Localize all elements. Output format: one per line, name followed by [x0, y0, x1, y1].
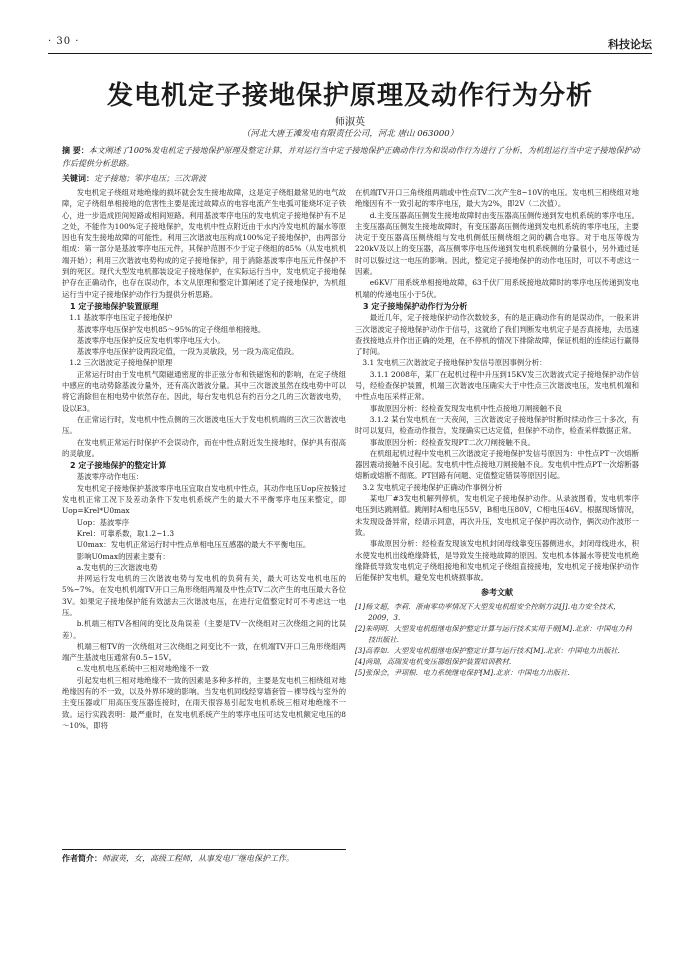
paragraph: 基波零序电压保护反应发电机零序电压大小。 — [76, 335, 225, 345]
references-title: 参考文献 — [481, 588, 513, 598]
paragraph: 正常运行时由于发电机气隙磁通密度的非正弦分布和铁磁饱和的影响，在定子绕组中感应的电动势除基波分量外，还有高次谐波分量。其中三次谐波虽然在线电势中可以将它消除但在相电势中依然存在。因此，每台发电机总有约百分之几的三次谐波电势，设以E3。 — [62, 369, 346, 413]
header-rule — [48, 53, 652, 54]
paragraph: 3.1.1 2008年，某厂在起机过程中升压到15KV发三次谐波式定子接地保护动作信号，经检查保护装置，机端三次谐波电压确实大于中性点三次谐波电压，发电机机端和中性点电压采样正常。 — [355, 369, 639, 402]
paragraph: 发电机定子绕组对地绝缘的损坏就会发生接地故障，这是定子绕组最常见的电气故障，定子绕组单相接地的危害性主要是流过故障点的电容电流产生电弧可能烧坏定子铁心，进一步造成匝间短路或相间短路。利用基波零序电压的发电机定子接地保护有不足之处，不能作为100%定子接地保护，发电机中性点附近由于水内冷发电机的漏水等原因也有发生接地故障的可能性。利用三次谐波电压构成100%定子接地保护，由两部分组成：第一部分是基波零序电压元件，其保护范围不少于定子绕组的85%（从发电机机端开始）；利用三次谐波电势构成的定子接地保护，用于消除基波零序电压元件保护不到的死区。现代大型发电机都装设定子接地保护，在实际运行当中，发电机定子接地保护存在正确动作，也存在误动作，本文从原理和整定计算阐述了定子接地保护，为机组运行当中定子接地保护动作行为提供分析思路。 — [62, 188, 346, 299]
subsection-heading: 3.2 发电机定子接地保护正确动作事例分析 — [362, 482, 503, 492]
running-header — [48, 36, 652, 58]
reference-item: [3]高春如．大型发电机组继电保护整定计算与运行技术[M].北京：中国电力出版社. — [355, 645, 620, 655]
right-column — [355, 187, 639, 830]
paragraph: 并网运行发电机的三次谐波电势与发电机的负荷有关，最大可达发电机电压的5%~7%。在发电机机端TV开口三角形绕组两端及中性点TV二次产生的电压最大各位3V。如果定子接地保护能有效滤去三次谐波电压，在进行定值整定时可不考虑这一电压。 — [62, 574, 346, 617]
journal-name: 科技论坛 — [608, 38, 652, 51]
abstract-label: 摘 要： — [62, 145, 89, 155]
paragraph: 在机组起机过程中发电机三次谐波定子接地保护发信号原因为：中性点PT一次熔断器因震动接触不良引起。发电机中性点接地刀闸接触不良。发电机中性点PT一次熔断器熔断或熔断不彻底。PT回路有问题、定值整定错误等原因引起。 — [355, 448, 639, 481]
author-bio — [62, 853, 362, 864]
abstract-text: 本文阐述了100%发电机定子接地保护原理及整定计算，并对运行当中定子接地保护正确动作行为和误动作行为进行了分析，为机组运行当中定子接地保护动作后提供分析思路。 — [62, 146, 640, 168]
paragraph: 在正常运行时，发电机中性点侧的三次谐波电压大于发电机机端的三次三次谐波电压。 — [62, 414, 346, 436]
reference-item: [4]尚瑞，高瑞发电机变压器组保护装置培训教材. — [355, 656, 512, 666]
article-author: 师淑英 — [335, 117, 365, 128]
paragraph: 引起发电机三相对地绝缘不一致的因素是多种多样的，主要是发电机三相绕组对地绝缘因有的不一致，以及外界环境的影响。当发电机同线经穿墙套管－裸导线与室外的主变压器或厂用高压变压器连接时，在雨天很容易引起发电机系统三相对地绝缘不一致。运行实践表明：最严重时，在发电机系统产生的零序电压可达发电机额定电压的8～10%，即将 — [62, 675, 346, 730]
paragraph: 基波零序电压保护发电机85～95%的定子绕组单相接地。 — [76, 324, 266, 334]
article-title: 发电机定子接地保护原理及动作行为分析 — [106, 81, 593, 111]
paragraph: d.主变压器高压侧发生接地故障时由变压器高压侧传递到发电机系统的零序电压。主变压器高压侧发生接地故障时，有变压器高压侧传递到发电机系统的零序电压，主要决定于变压器高压侧绕组与发电机侧低压侧绕组之间的耦合电容。对于电压等级为220kV及以上的变压器，高压侧零序电压传递到发电机系统侧的分量很小，另外通过延时可以躲过这一电压的影响。因此，整定定子接地保护的动作电压时，可以不考虑这一因素。 — [355, 210, 639, 277]
subsection-heading: 1.1 基波零序电压定子接地保护 — [69, 313, 173, 323]
paragraph: 事故原因分析：经检查发现该发电机封闭母线靠变压器侧进水，封闭母线进水，积水使发电机出线绝缘降低，是导致发生接地故障的原因。发电机本体漏水等使发电机绝缘降低导致发电机定子绕组接地和发电机定子绕组直接接地，发电机定子接地保护动作后能保护发电机，避免发电机烧损事故。 — [355, 539, 639, 583]
paragraph: Krel：可靠系数，取1.2~1.3 — [76, 528, 175, 538]
keywords-text: 定子接地；零序电压；三次谐波 — [94, 174, 206, 183]
paragraph: 在发电机正常运行时保护不会误动作，而在中性点附近发生接地时，保护具有很高的灵敏度。 — [62, 437, 346, 458]
reference-item: [1]杨文超，李莉．浙南零功率情况下大型发电机组安全控制方法[J].电力安全技术，2009，3. — [355, 601, 621, 622]
paragraph: 3.1.2 某台发电机在一天夜间，三次谐波定子接地保护时断时续动作三十多次，有时可以复归，检查动作报告，发现确实已达定值，但保护不动作，检查采样数据正常。 — [355, 414, 639, 436]
page-number: · 30 · — [48, 36, 80, 47]
bio-rule — [62, 849, 346, 850]
paragraph: 基波零序动作电压： — [76, 472, 144, 482]
paragraph: 事故原因分析：经检查发现发电机中性点接地刀闸接触不良 — [369, 403, 562, 413]
paragraph: 基波零序电压保护设两段定值，一段为灵敏段，另一段为高定值段。 — [76, 347, 299, 357]
paragraph: 事故原因分析：经检查发现PT二次刀闸接触不良。 — [369, 437, 535, 447]
paragraph: b.机端三相TV各相间的变比及角误差（主要是TV一次绕组对三次绕组之间的比误差）。 — [62, 619, 346, 640]
paragraph: 发电机定子接地保护基波零序电压宜取自发电机中性点，其动作电压Uop应按躲过发电机正常工况下及差动条件下发电机系统产生的最大不平衡零序电压来整定，即Uop=Krel*U0max — [62, 483, 346, 516]
paragraph: 在机端TV开口三角绕组两端或中性点TV二次产生8~10V的电压。发电机三相绕组对地绝缘因有不一致引起的零序电压，最大为2%，即2V（二次值）。 — [355, 188, 639, 209]
keywords — [62, 173, 644, 184]
paragraph: Uop：基波零序 — [76, 517, 130, 527]
paragraph: 机端三相TV的一次绕组对三次绕组之间变比不一致，在机端TV开口三角形绕组两端产生基波电压通常有0.5~15V。 — [62, 641, 346, 663]
paragraph: U0max：发电机正常运行时中性点单相电压互感器的最大不平衡电压。 — [76, 540, 311, 550]
section-heading: 1 定子接地保护装置原理 — [70, 301, 159, 311]
left-column — [62, 187, 346, 847]
section-heading: 3 定子接地保护动作行为分析 — [363, 301, 468, 311]
paragraph: a.发电机的三次谐波电势 — [76, 562, 158, 572]
paragraph: 某电厂#3发电机解列停机，发电机定子接地保护动作。从录波图看，发电机零序电压到达跳闸值。跳闸时A相电压55V，B相电压80V，C相电压46V。根据现场情况，未发现设备异常，经请示同意，再次升压，发电机定子保护再次动作，俩次动作波形一致。 — [355, 494, 639, 537]
subsection-heading: 1.2 三次谐波定子接地保护原理 — [69, 358, 173, 368]
keywords-label: 关键词： — [62, 173, 94, 183]
section-heading: 2 定子接地保护的整定计算 — [70, 461, 167, 471]
reference-item: [5]张保会，尹项根．电力系统继电保护[M].北京：中国电力出版社. — [355, 667, 570, 677]
paragraph: c.发电机电压系统中三相对地绝缘不一致 — [76, 664, 209, 674]
subsection-heading: 3.1 发电机三次谐波定子接地保护发信号原因事例分析： — [362, 358, 547, 368]
paragraph: 影响U0max的因素主要有： — [76, 551, 170, 561]
author-bio-text: 师淑英，女，高级工程师，从事发电厂继电保护工作。 — [102, 854, 294, 863]
reference-item: [2]朱明明．大型发电机组继电保护整定计算与运行技术实用手册[M].北京：中国电力科技出版社. — [355, 623, 632, 644]
author-affiliation: （河北大唐王滩发电有限责任公司，河北 唐山 063000） — [241, 129, 459, 139]
abstract — [62, 144, 644, 170]
paragraph: 最近几年，定子接地保护动作次数较多，有的是正确动作有的是误动作，一般来讲三次谐波定子接地保护动作于信号，这就给了我们判断发电机定子是否真接地，去迅速查找接地点并作出正确的处理，在不停机的情况下排除故障，保证机组的连续运行赢得了时间。 — [355, 313, 639, 357]
paragraph: e6KV厂用系统单相接地故障，63千伏厂用系统接地故障时的零序电压传递到发电机端的传递电压小于5伏。 — [355, 278, 639, 299]
author-bio-label: 作者简介： — [62, 853, 102, 863]
